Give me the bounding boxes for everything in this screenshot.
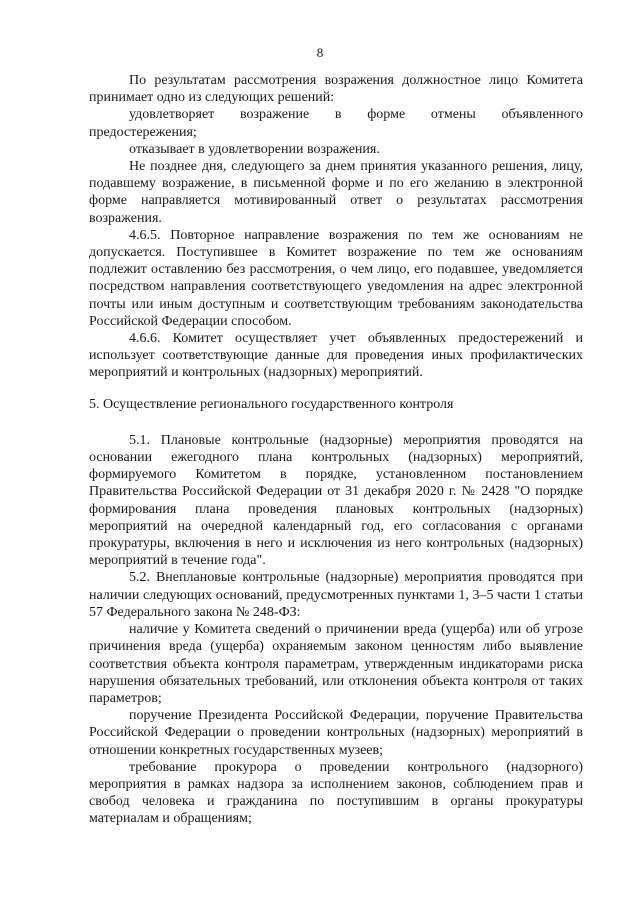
paragraph: 5.2. Внеплановые контрольные (надзорные) мероприятия проводятся при наличии следующих оснований, предусмотренных пунктами 1, 3–5 части 1 статьи 57 Федерального закона № 248-ФЗ: xyxy=(89,570,583,620)
section-heading: 5. Осуществление регионального государственного контроля xyxy=(89,396,454,412)
paragraph: 4.6.6. Комитет осуществляет учет объявленных предостережений и использует соответствующие данные для проведения иных профилактических мероприятий и контрольных (надзорных) мероприятий. xyxy=(89,331,583,381)
paragraph: поручение Президента Российской Федерации, поручение Правительства Российской Федерации о проведении контрольных (надзорных) мероприятий в отношении конкретных государственных музеев; xyxy=(89,708,583,758)
paragraph: наличие у Комитета сведений о причинении вреда (ущерба) или об угрозе причинения вреда (ущерба) охраняемым законом ценностям либо выявление соответствия объекта контроля параметрам, утвержденным индикаторами риска нарушения обязательных требований, или отклонения объекта контроля от таких параметров; xyxy=(89,622,583,706)
paragraph: 4.6.5. Повторное направление возражения по тем же основаниям не допускается. Поступившее в Комитет возражение по тем же основаниям подлежит оставлению без рассмотрения, о чем лицо, его подавшее, уведомляется посредством направления соответствующего уведомления на адрес электронной почты или иным доступным и соответствующим требованиям законодательства Российской Федерации способом. xyxy=(89,227,583,329)
paragraph: По результатам рассмотрения возражения должностное лицо Комитета принимает одно из следующих решений: xyxy=(89,73,583,106)
paragraph: Не позднее дня, следующего за днем принятия указанного решения, лицу, подавшему возражение, в письменной форме и по его желанию в электронной форме направляется мотивированный ответ о результатах рассмотрения возражения. xyxy=(89,159,583,226)
paragraph: отказывает в удовлетворении возражения. xyxy=(129,141,380,157)
paragraph: требование прокурора о проведении контрольного (надзорного) мероприятия в рамках надзора за исполнением законов, соблюдением прав и свобод человека и гражданина по поступившим в органы прокуратуры материалам и обращениям; xyxy=(89,759,583,827)
paragraph: 5.1. Плановые контрольные (надзорные) мероприятия проводятся на основании ежегодного плана контрольных (надзорных) мероприятий, формируемого Комитетом в порядке, установленном постановлением Правительства Российской Федерации от 31 декабря 2020 г. № 2428 "О порядке формирования плана проведения плановых контрольных (надзорных) мероприятий на очередной календарный год, его согласования с органами прокуратуры, включения в него и исключения из него контрольных (надзорных) мероприятий в течение года". xyxy=(89,432,583,569)
document-body xyxy=(89,72,583,828)
paragraph: удовлетворяет возражение в форме отмены объявленного предостережения; xyxy=(89,107,583,140)
page-number: 8 xyxy=(316,45,324,60)
